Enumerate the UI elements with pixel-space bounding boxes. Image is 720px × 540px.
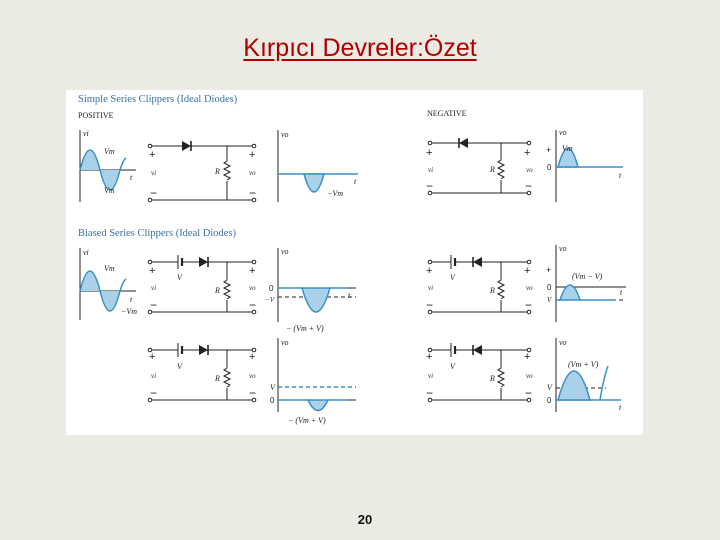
svg-text:−: − <box>525 386 533 400</box>
svg-text:vo: vo <box>249 284 256 292</box>
svg-text:−: − <box>426 298 434 312</box>
svg-text:vi: vi <box>151 372 157 380</box>
svg-text:V: V <box>450 362 455 371</box>
svg-text:+: + <box>546 265 552 275</box>
svg-text:V: V <box>270 383 275 392</box>
diode-icon <box>473 345 482 355</box>
diode-icon <box>199 257 208 267</box>
svg-text:V: V <box>547 296 552 304</box>
battery-icon <box>451 343 455 357</box>
svg-text:+: + <box>426 351 433 363</box>
svg-text:vo: vo <box>526 284 533 292</box>
svg-text:Vm: Vm <box>562 144 573 153</box>
svg-text:− (Vm + V): − (Vm + V) <box>288 416 326 425</box>
svg-text:vo: vo <box>281 130 289 139</box>
svg-text:+: + <box>249 265 256 277</box>
svg-text:R: R <box>215 374 220 383</box>
svg-text:vi: vi <box>151 284 157 292</box>
svg-text:+: + <box>524 351 531 363</box>
svg-text:Vm: Vm <box>104 264 115 273</box>
circuit-biased-negative-2 <box>428 348 531 402</box>
svg-text:t: t <box>348 291 351 300</box>
clipper-summary-figure <box>66 90 643 435</box>
svg-text:+: + <box>149 265 156 277</box>
slide-title: Kırpıcı Devreler:Özet <box>243 34 477 62</box>
svg-text:Vm: Vm <box>104 147 115 156</box>
svg-text:R: R <box>490 165 495 174</box>
svg-text:+: + <box>149 351 156 363</box>
diode-icon <box>459 138 468 148</box>
output-waveform-biased-positive-1 <box>265 247 356 333</box>
label-negative: NEGATIVE <box>427 109 467 118</box>
section-simple-label: Simple Series Clippers (Ideal Diodes) <box>78 94 238 105</box>
svg-text:vi: vi <box>83 129 89 138</box>
svg-text:0: 0 <box>547 396 552 405</box>
svg-text:R: R <box>490 374 495 383</box>
svg-text:R: R <box>215 167 220 176</box>
svg-text:−: − <box>150 186 158 200</box>
circuit-biased-positive-2 <box>148 348 256 402</box>
output-waveform-biased-negative-1 <box>546 244 626 322</box>
svg-text:−Vm: −Vm <box>327 189 344 198</box>
svg-text:(Vm − V): (Vm − V) <box>572 272 603 281</box>
svg-text:vo: vo <box>281 247 289 256</box>
svg-text:Vm: Vm <box>104 186 115 195</box>
svg-text:−: − <box>150 386 158 400</box>
svg-text:−: − <box>525 179 533 193</box>
svg-text:R: R <box>215 286 220 295</box>
svg-text:vi: vi <box>428 166 434 174</box>
svg-text:+: + <box>249 351 256 363</box>
page-number: 20 <box>357 512 373 527</box>
svg-text:+: + <box>149 149 156 161</box>
svg-text:+: + <box>524 265 531 277</box>
circuit-simple-negative <box>428 141 531 195</box>
output-waveform-biased-positive-2 <box>270 338 356 425</box>
svg-text:0: 0 <box>547 163 552 172</box>
svg-text:+: + <box>426 147 433 159</box>
svg-text:+: + <box>546 145 552 155</box>
output-waveform-simple-negative <box>546 128 623 202</box>
circuit-simple-positive <box>148 144 256 202</box>
svg-text:vo: vo <box>559 338 567 347</box>
svg-text:(Vm + V): (Vm + V) <box>568 360 599 369</box>
svg-text:t: t <box>619 171 622 180</box>
svg-text:−Vm: −Vm <box>121 307 138 316</box>
svg-text:−: − <box>426 386 434 400</box>
svg-text:+: + <box>426 265 433 277</box>
svg-text:−: − <box>249 386 257 400</box>
svg-text:−: − <box>426 179 434 193</box>
battery-icon <box>178 255 182 269</box>
svg-text:t: t <box>354 177 357 186</box>
label-positive: POSITIVE <box>78 111 114 120</box>
svg-text:0: 0 <box>270 396 275 405</box>
svg-text:vo: vo <box>249 372 256 380</box>
svg-text:−: − <box>249 298 257 312</box>
circuit-biased-negative-1 <box>428 260 531 314</box>
svg-text:V: V <box>450 273 455 282</box>
section-biased-label: Biased Series Clippers (Ideal Diodes) <box>78 228 237 239</box>
svg-text:+: + <box>524 147 531 159</box>
svg-text:− (Vm + V): − (Vm + V) <box>286 324 324 333</box>
svg-text:vo: vo <box>281 338 289 347</box>
svg-text:V: V <box>177 362 182 371</box>
svg-text:−: − <box>150 298 158 312</box>
svg-text:+: + <box>249 149 256 161</box>
svg-text:vi: vi <box>151 169 157 177</box>
svg-text:vi: vi <box>83 248 89 257</box>
battery-icon <box>451 255 455 269</box>
output-waveform-biased-negative-2 <box>547 338 622 412</box>
diode-icon <box>473 257 482 267</box>
svg-text:0: 0 <box>269 284 274 293</box>
svg-text:−: − <box>525 298 533 312</box>
diode-icon <box>182 141 191 151</box>
svg-text:vo: vo <box>559 128 567 137</box>
svg-text:V: V <box>547 383 552 392</box>
svg-text:t: t <box>130 295 133 304</box>
svg-text:V: V <box>177 273 182 282</box>
svg-text:−: − <box>249 186 257 200</box>
svg-text:vo: vo <box>559 244 567 253</box>
svg-text:vo: vo <box>526 372 533 380</box>
input-waveform-1 <box>80 129 136 202</box>
svg-text:vo: vo <box>526 166 533 174</box>
input-waveform-2 <box>80 248 137 320</box>
battery-icon <box>178 343 182 357</box>
svg-text:−V: −V <box>265 296 274 304</box>
svg-text:t: t <box>620 288 623 297</box>
svg-text:t: t <box>619 403 622 412</box>
svg-text:vi: vi <box>428 284 434 292</box>
svg-text:vi: vi <box>428 372 434 380</box>
svg-text:t: t <box>130 173 133 182</box>
svg-text:vo: vo <box>249 169 256 177</box>
svg-text:R: R <box>490 286 495 295</box>
circuit-biased-positive-1 <box>148 260 256 314</box>
svg-text:0: 0 <box>547 283 552 292</box>
diode-icon <box>199 345 208 355</box>
output-waveform-simple-positive <box>278 130 358 202</box>
